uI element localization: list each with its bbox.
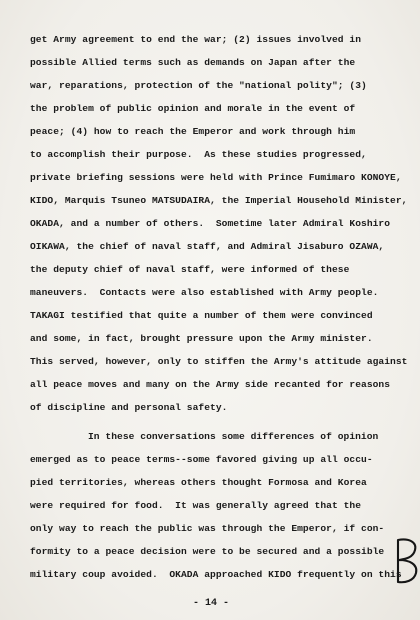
text-line-16: all peace moves and many on the Army side recanted for reasons (30, 379, 391, 390)
margin-mark-b (393, 536, 419, 586)
text-line-6: to accomplish their purpose. As these studies progressed, (30, 149, 367, 160)
page-number: - 14 - (193, 598, 230, 609)
text-line-9: OKADA, and a number of others. Sometime later Admiral Koshiro (30, 218, 391, 229)
text-line-11: the deputy chief of naval staff, were informed of these (30, 264, 350, 275)
text-line-8: KIDO, Marquis Tsuneo MATSUDAIRA, the Imperial Household Minister, (30, 195, 408, 206)
text-line-10: OIKAWA, the chief of naval staff, and Admiral Jisaburo OZAWA, (30, 241, 385, 252)
text-line-15: This served, however, only to stiffen the Army's attitude against (30, 356, 408, 367)
text-line-17: of discipline and personal safety. (30, 402, 228, 413)
text-line-5: peace; (4) how to reach the Emperor and work through him (30, 126, 356, 137)
text-line-3: war, reparations, protection of the "national polity"; (3) (30, 80, 367, 91)
text-line-23: formity to a peace decision were to be secured and a possible (30, 546, 385, 557)
text-line-24: military coup avoided. OKADA approached KIDO frequently on this (30, 569, 402, 580)
text-line-14: and some, in fact, brought pressure upon the Army minister. (30, 333, 373, 344)
text-line-19: emerged as to peace terms--some favored giving up all occu- (30, 454, 373, 465)
text-line-18: In these conversations some differences of opinion (88, 431, 379, 442)
text-line-12: maneuvers. Contacts were also established with Army people. (30, 287, 379, 298)
text-line-1: get Army agreement to end the war; (2) issues involved in (30, 34, 362, 45)
text-line-20: pied territories, whereas others thought Formosa and Korea (30, 477, 367, 488)
text-line-22: only way to reach the public was through the Emperor, if con- (30, 523, 385, 534)
text-line-7: private briefing sessions were held with Prince Fumimaro KONOYE, (30, 172, 402, 183)
text-line-21: were required for food. It was generally agreed that the (30, 500, 362, 511)
text-line-2: possible Allied terms such as demands on Japan after the (30, 57, 356, 68)
text-line-13: TAKAGI testified that quite a number of them were convinced (30, 310, 373, 321)
text-line-4: the problem of public opinion and morale in the event of (30, 103, 356, 114)
